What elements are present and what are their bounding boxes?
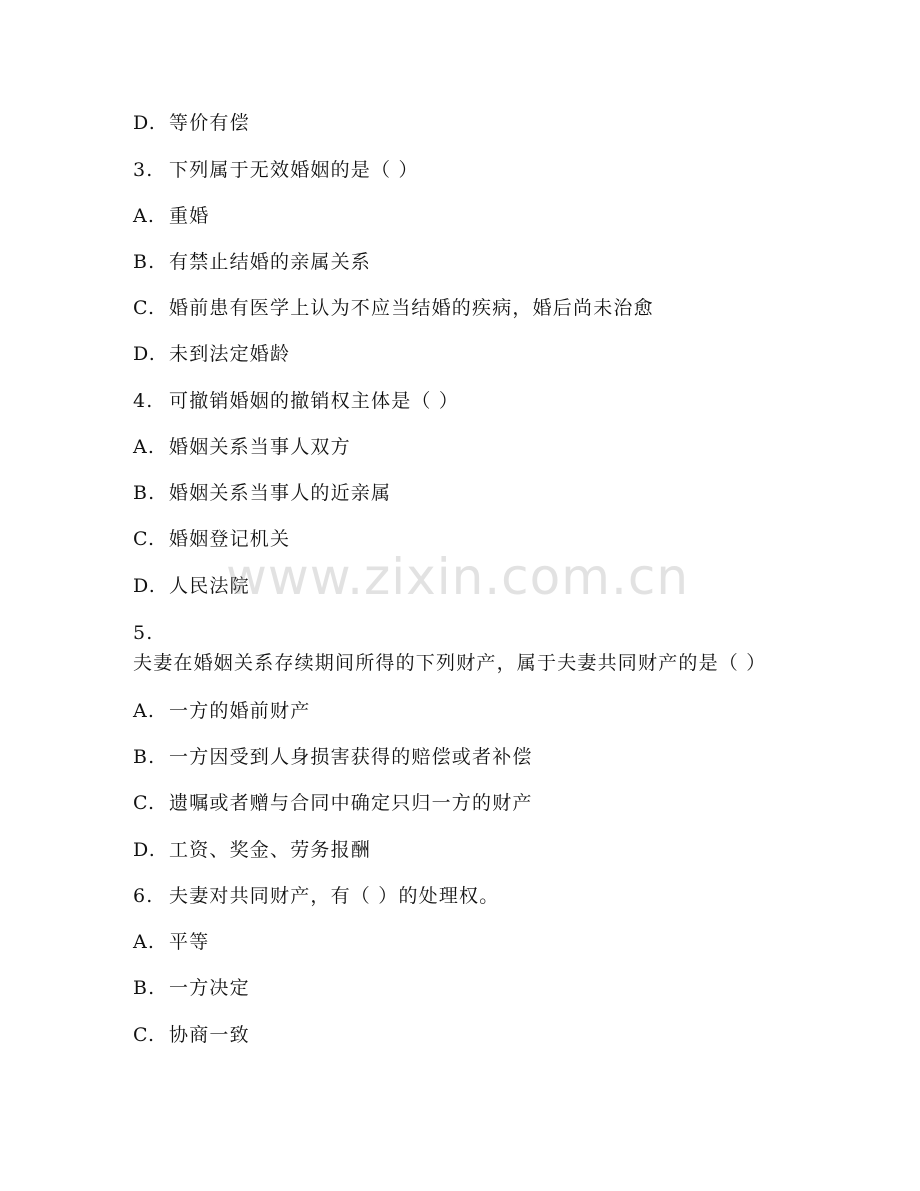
question-text: 夫妻对共同财产，有（ ）的处理权。 — [169, 885, 500, 907]
question-4-option-a — [133, 436, 793, 459]
option-text: 人民法院 — [169, 575, 250, 597]
question-number: 4. — [133, 390, 154, 412]
option-text: 婚姻登记机关 — [169, 528, 291, 550]
question-3-option-a — [133, 205, 793, 228]
option-marker: C. — [133, 297, 156, 319]
option-marker: B. — [133, 746, 156, 768]
question-text: 可撤销婚姻的撤销权主体是（ ） — [169, 390, 460, 412]
option-text: 未到法定婚龄 — [169, 343, 291, 365]
question-3-option-c — [133, 297, 793, 320]
option-marker: D. — [133, 112, 156, 134]
question-3-option-b — [133, 251, 793, 274]
option-text: 一方因受到人身损害获得的赔偿或者补偿 — [169, 746, 533, 768]
question-3-option-d — [133, 343, 793, 366]
option-text: 协商一致 — [169, 1024, 250, 1046]
option-marker: A. — [133, 700, 156, 722]
option-marker: B. — [133, 482, 156, 504]
question-text: 夫妻在婚姻关系存续期间所得的下列财产，属于夫妻共同财产的是（ ） — [133, 652, 767, 674]
option-text: 有禁止结婚的亲属关系 — [169, 251, 372, 273]
option-marker: C. — [133, 1024, 156, 1046]
option-text: 重婚 — [169, 205, 210, 227]
watermark: www.zixin.com.cn — [226, 548, 690, 606]
option-text: 一方决定 — [169, 977, 250, 999]
option-text: 遗嘱或者赠与合同中确定只归一方的财产 — [169, 792, 533, 814]
question-6-option-a — [133, 931, 793, 954]
option-marker: A. — [133, 205, 156, 227]
question-6-option-b — [133, 977, 793, 1000]
question-number: 6. — [133, 885, 154, 907]
option-marker: A. — [133, 931, 156, 953]
question-5 — [133, 618, 793, 678]
option-text: 婚姻关系当事人的近亲属 — [169, 482, 392, 504]
question-5-option-a — [133, 700, 793, 723]
option-marker: B. — [133, 251, 156, 273]
question-5-option-d — [133, 839, 793, 862]
option-text: 等价有偿 — [169, 112, 250, 134]
option-marker: D. — [133, 575, 156, 597]
option-marker: C. — [133, 528, 156, 550]
question-4 — [133, 390, 793, 413]
option-text: 工资、奖金、劳务报酬 — [169, 839, 372, 861]
question-number: 5. — [133, 622, 154, 644]
option-marker: D. — [133, 839, 156, 861]
option-text: 婚姻关系当事人双方 — [169, 436, 351, 458]
option-marker: B. — [133, 977, 156, 999]
question-6-option-c — [133, 1024, 793, 1047]
question-text: 下列属于无效婚姻的是（ ） — [169, 159, 419, 181]
option-d-equal-value — [133, 112, 793, 135]
option-text: 平等 — [169, 931, 210, 953]
question-3 — [133, 159, 793, 182]
option-text: 婚前患有医学上认为不应当结婚的疾病，婚后尚未治愈 — [169, 297, 654, 319]
option-marker: A. — [133, 436, 156, 458]
option-text: 一方的婚前财产 — [169, 700, 311, 722]
option-marker: D. — [133, 343, 156, 365]
option-marker: C. — [133, 792, 156, 814]
question-4-option-b — [133, 482, 793, 505]
question-5-option-c — [133, 792, 793, 815]
question-number: 3. — [133, 159, 154, 181]
question-5-option-b — [133, 746, 793, 769]
question-6 — [133, 885, 793, 908]
